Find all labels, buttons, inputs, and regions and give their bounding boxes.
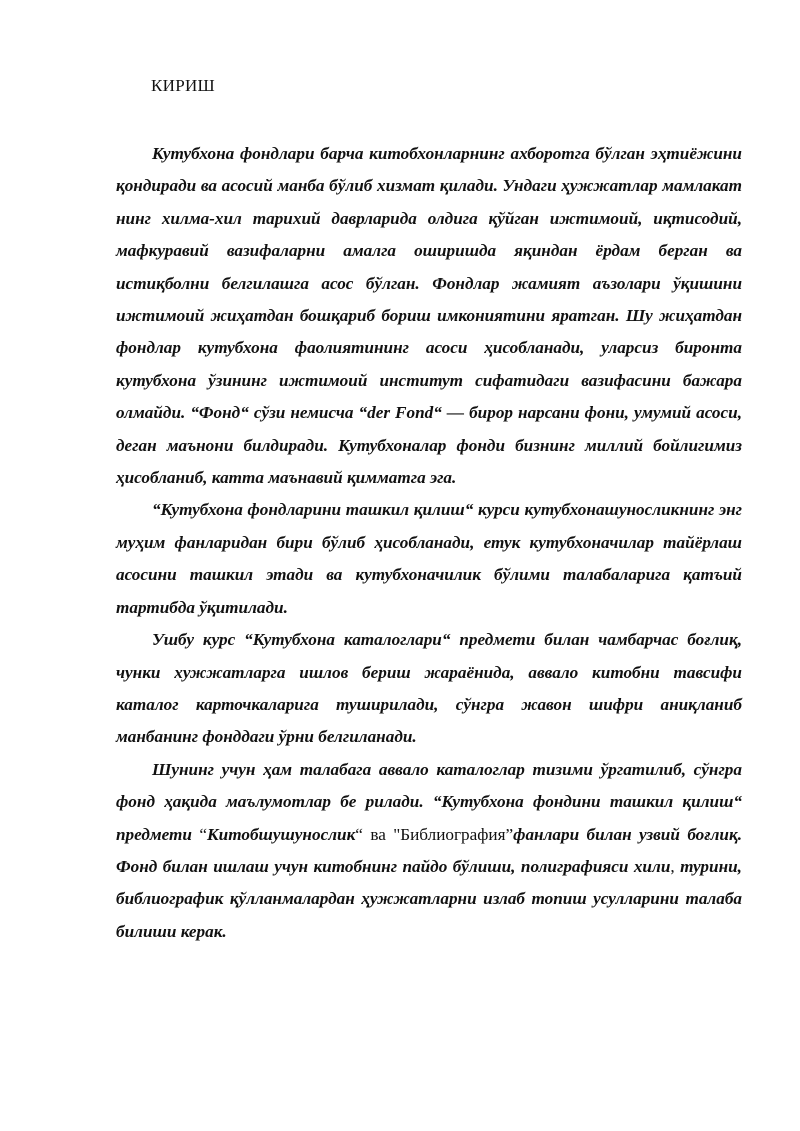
- paragraph-4-part-3: Китобшушунослик: [207, 824, 356, 844]
- paragraph-4-part-1: Шунинг учун ҳам талабага аввало каталоглар тизими ўргатилиб, сўнгра фонд ҳақида маълумотлар бе рилади. “Кутубхона фондини ташкил қилиш“ предмети: [116, 759, 742, 844]
- paragraph-4-part-2: “: [191, 824, 208, 844]
- paragraph-4-part-7: турини, библиографик қўлланмалардан ҳужжатларни излаб топиш усулларини талаба билиши керак.: [116, 856, 742, 941]
- paragraph-4-part-5: фанлари билан узвий боғлиқ. Фонд билан ишлаш учун китобнинг пайдо бўлиши, полиграфияси хили: [116, 824, 742, 876]
- paragraph-4-part-4: “ ва "Библиография”: [355, 824, 514, 844]
- paragraph-3: Ушбу курс “Кутубхона каталоглари“ предмети билан чамбарчас боғлиқ, чунки хужжатларга ишлов бериш жараёнида, аввало китобни тавсифи каталог карточкаларига туширилади, сўнгра жавон шифри аниқланиб манбанинг фонддаги ўрни белгиланади.: [116, 630, 742, 747]
- paragraph-1: Кутубхона фондлари барча китобхонларнинг ахборотга бўлган эҳтиёжини қондиради ва асосий манба бўлиб хизмат қилади. Ундаги ҳужжатлар мамлакат нинг хилма-хил тарихий даврларида олдига қўйган ижтимоий, иқтисодий, мафкуравий вазифаларни амалга оширишда яқиндан ёрдам берган ва истиқболни белгилашга асос бўлган. Фондлар жамият аъзолари ўқишини ижтимоий жиҳатдан бошқариб бориш имкониятини яратган. Шу жиҳатдан фондлар кутубхона фаолиятининг асоси ҳисобланади, уларсиз биронта кутубхона ўзининг ижтимоий институт сифатидаги вазифасини бажара олмайди. “Фонд“ сўзи немисча “der Fond“ — бирор нарсани фони, умумий асоси, деган маънони билдиради. Кутубхоналар фонди бизнинг миллий бойлигимиз ҳисобланиб, катта маънавий қимматга эга.: [116, 144, 742, 488]
- body-text: [116, 138, 742, 948]
- section-heading: КИРИШ: [151, 76, 215, 95]
- paragraph-4: [116, 754, 742, 948]
- paragraph-2: “Кутубхона фондларини ташкил қилиш“ курси кутубхонашуносликнинг энг муҳим фанларидан бири бўлиб ҳисобланади, етук кутубхоначилар тайёрлаш асосини ташкил этади ва кутубхоначилик бўлими талабаларига қатъий тартибда ўқитилади.: [116, 500, 742, 617]
- paragraph-4-part-6: ,: [670, 856, 675, 876]
